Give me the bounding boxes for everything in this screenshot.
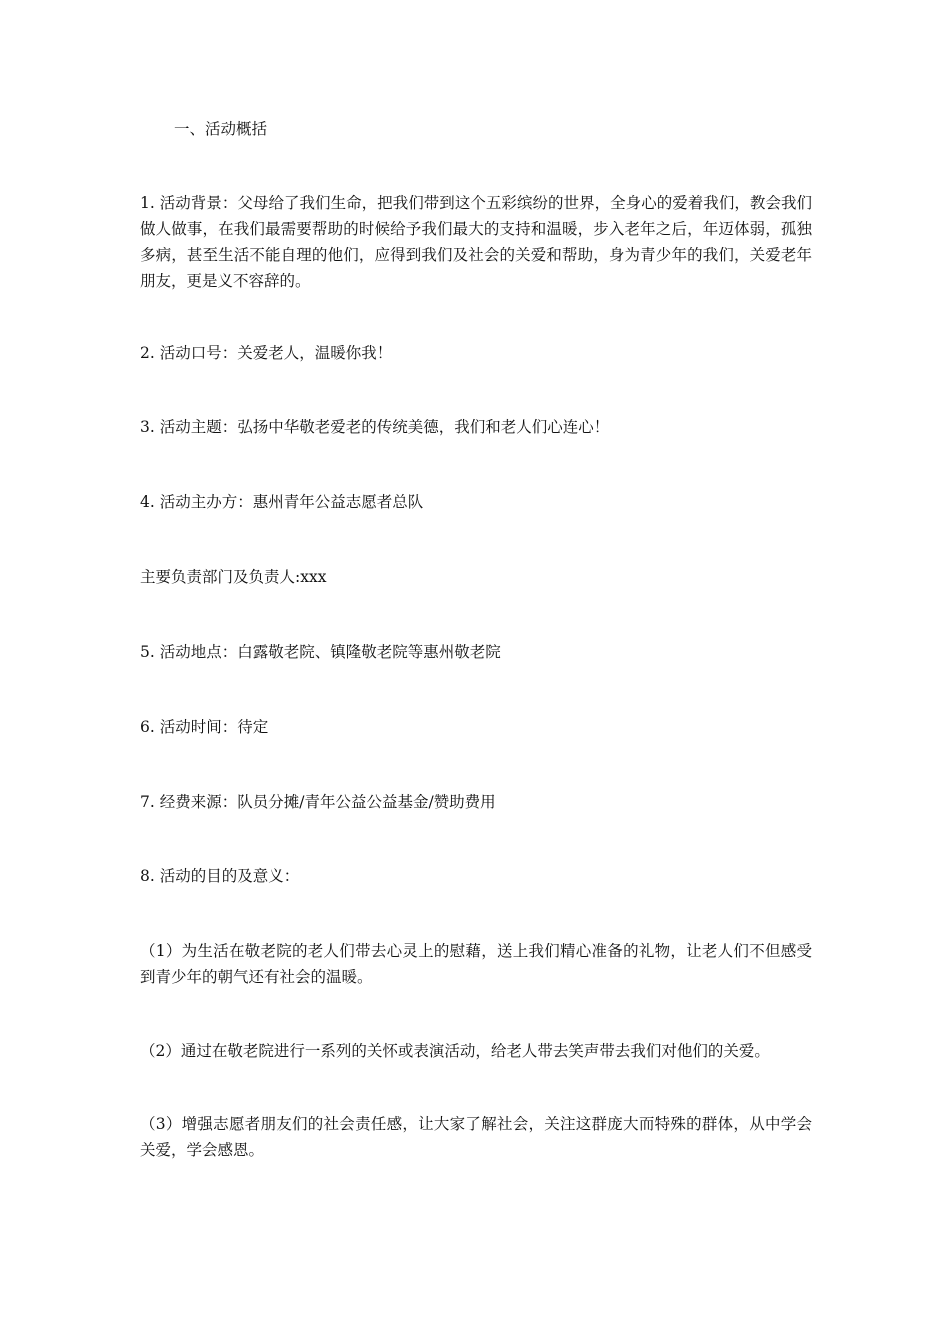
activity-slogan: 2. 活动口号：关爱老人，温暖你我！ [140, 344, 393, 362]
purpose-heading: 8. 活动的目的及意义： [140, 867, 300, 885]
purpose-item: （1）为生活在敬老院的老人们带去心灵上的慰藉，送上我们精心准备的礼物，让老人们不但感受到青少年的朝气还有社会的温暖。 [140, 942, 812, 986]
activity-organizer: 4. 活动主办方：惠州青年公益志愿者总队 [140, 493, 424, 511]
section-heading: 一、活动概括 [174, 120, 268, 138]
activity-background: 1. 活动背景：父母给了我们生命，把我们带到这个五彩缤纷的世界，全身心的爱着我们，教会我们做人做事，在我们最需要帮助的时候给予我们最大的支持和温暖，步入老年之后，年迈体弱，孤独多病，甚至生活不能自理的他们，应得到我们及社会的关爱和帮助，身为青少年的我们，关爱老年朋友，更是义不容辞的。 [140, 194, 813, 290]
activity-theme: 3. 活动主题：弘扬中华敬老爱老的传统美德，我们和老人们心连心！ [140, 418, 610, 436]
activity-time: 6. 活动时间：待定 [140, 718, 269, 736]
activity-location: 5. 活动地点：白露敬老院、镇隆敬老院等惠州敬老院 [140, 643, 501, 661]
responsible-person: 主要负责部门及负责人:xxx [140, 568, 327, 586]
funding-source: 7. 经费来源：队员分摊/青年公益公益基金/赞助费用 [140, 793, 496, 811]
purpose-item: （3）增强志愿者朋友们的社会责任感，让大家了解社会，关注这群庞大而特殊的群体，从中学会关爱，学会感恩。 [140, 1115, 812, 1159]
purpose-item: （2）通过在敬老院进行一系列的关怀或表演活动，给老人带去笑声带去我们对他们的关爱。 [140, 1042, 770, 1060]
